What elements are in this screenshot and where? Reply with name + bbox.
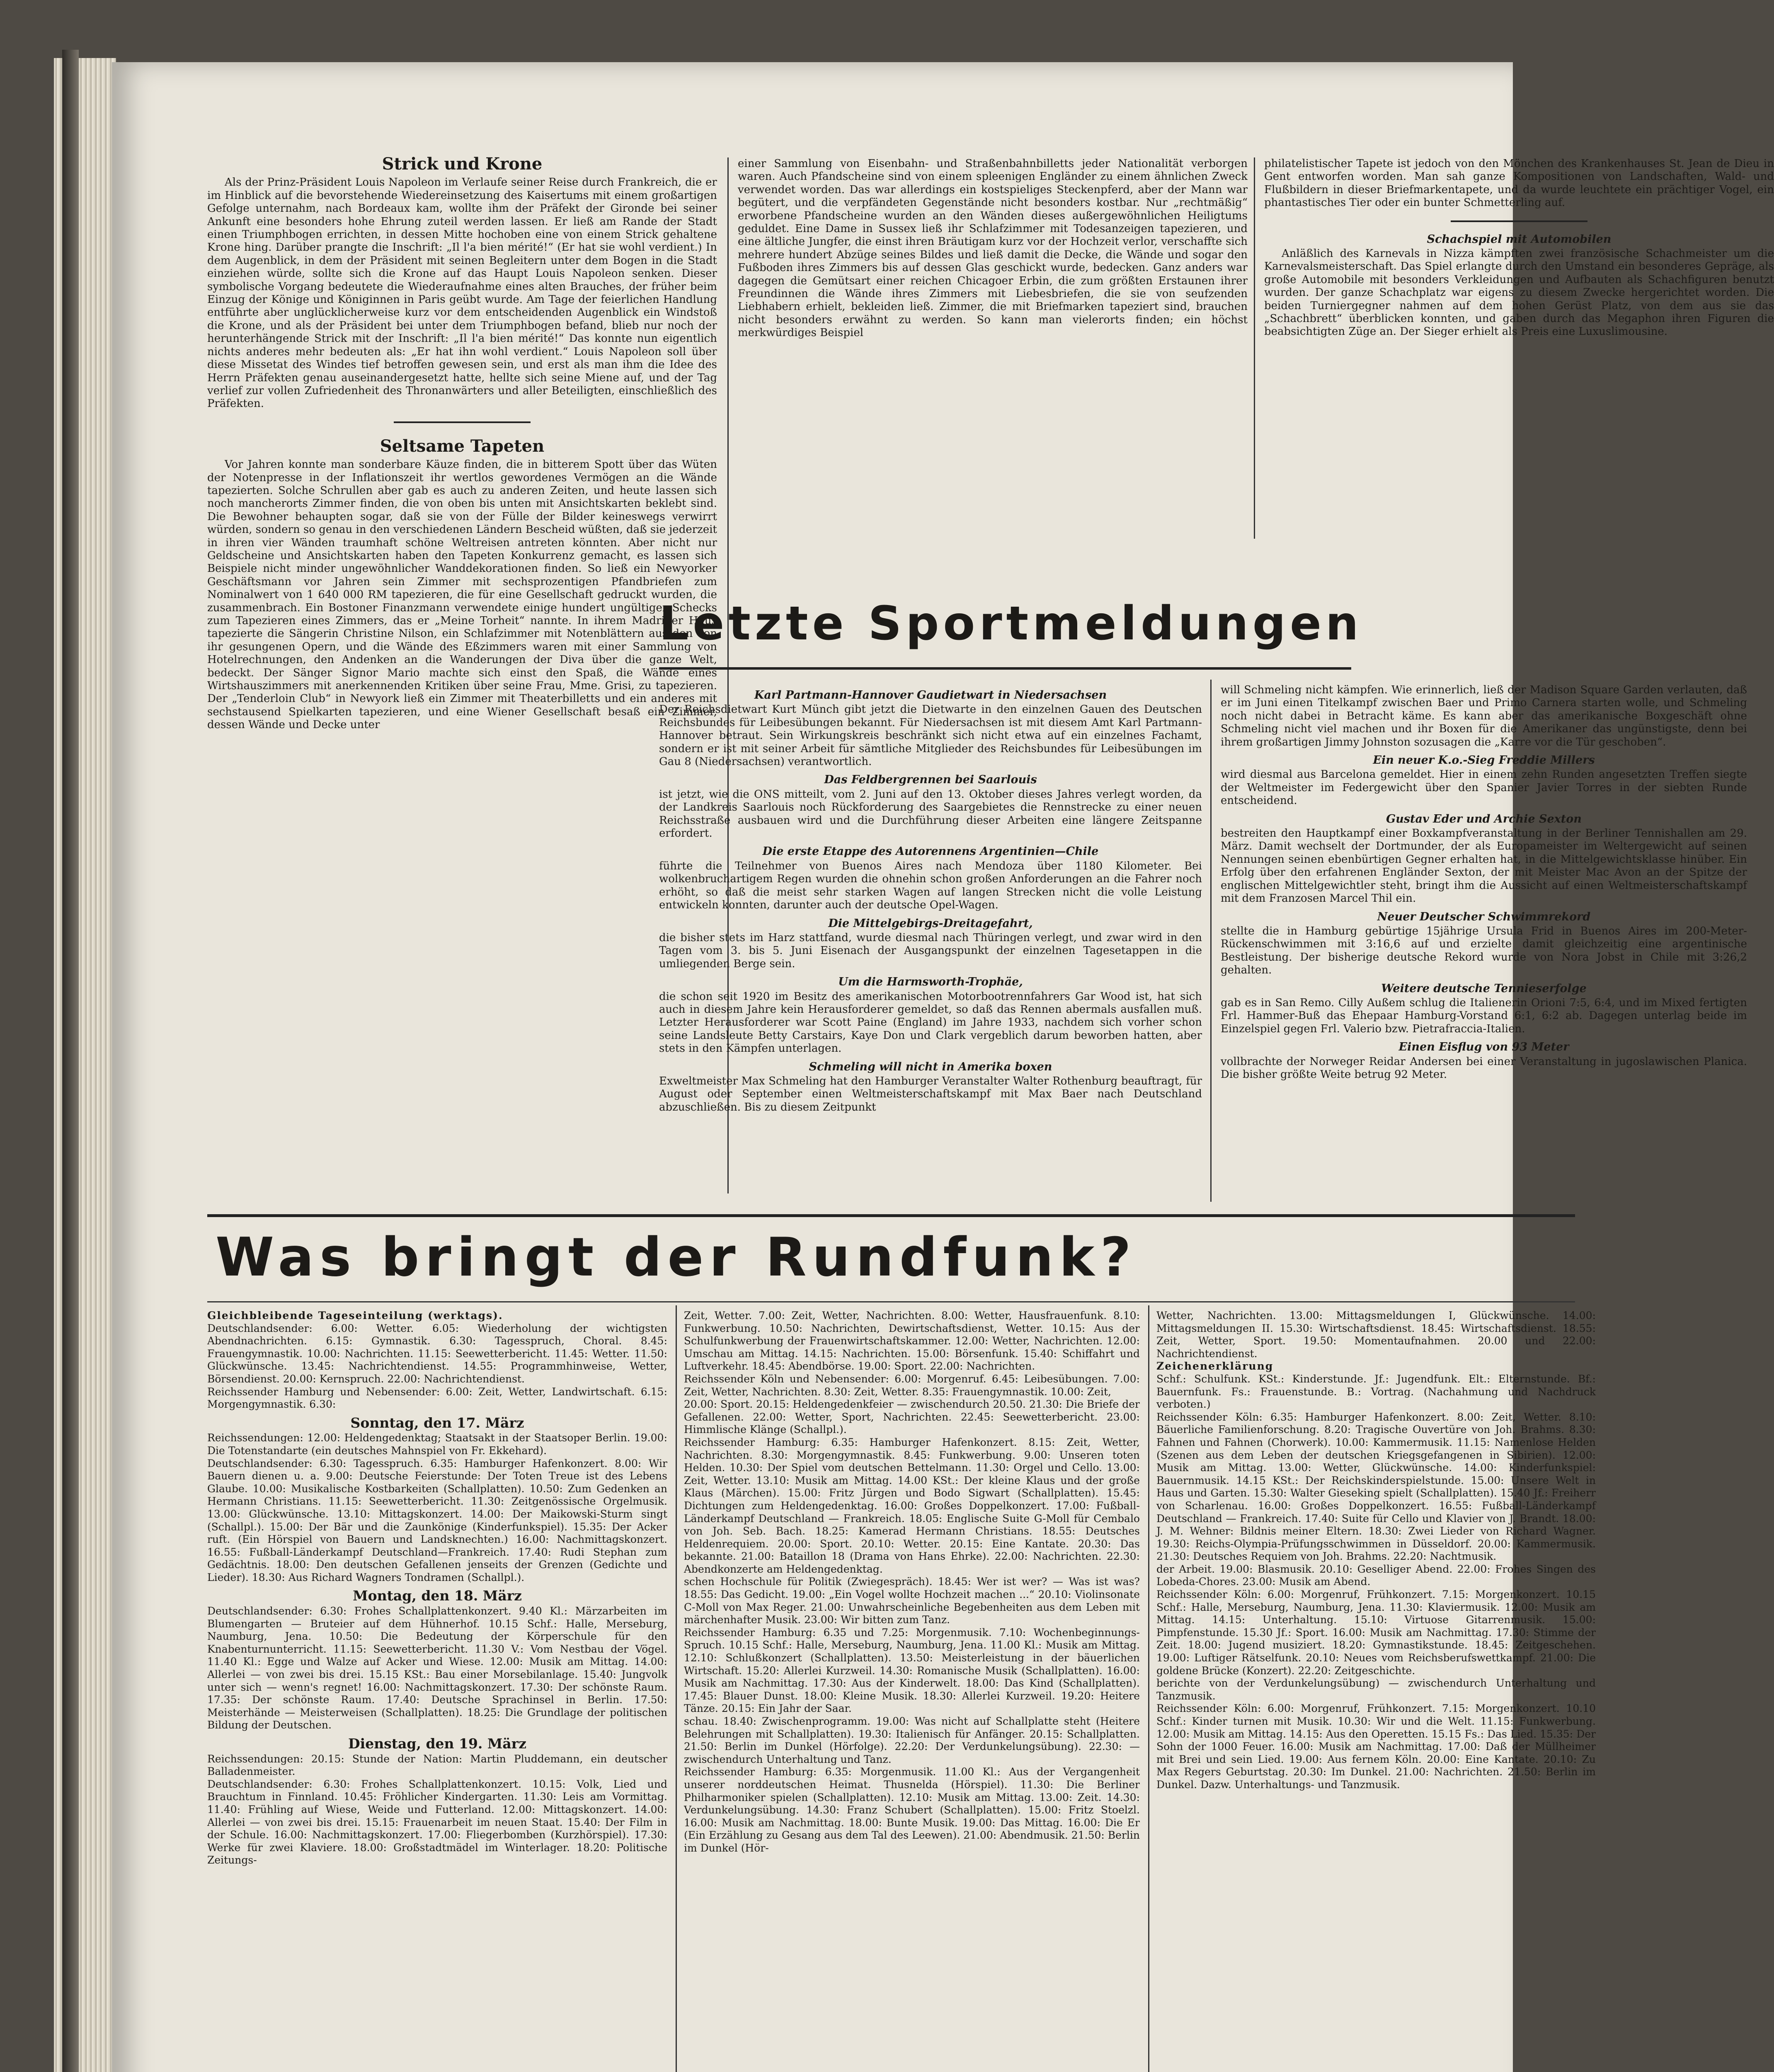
sport-right-column [1221, 684, 1747, 1081]
article-text-strick-und-krone: Als der Prinz-Präsident Louis Napoleon im Verlaufe seiner Reise durch Frankreich, die er im Hinblick auf die bevorstehende Wiedereinsetzung des Kaisertums mit einem großartigen Gefolge unternahm, nach Bordeaux kam, wollte ihm der Präfekt der Gironde bei seiner Ankunft eine besonders hohe Ehrung zuteil werden lassen. Er ließ am Rande der Stadt einen Triumphbogen errichten, in dessen Mitte hochoben eine von einem Strick gehaltene Krone hing. Darüber prangte die Inschrift: „Il l'a bien mérité!“ (Er hat sie wohl verdient.) In dem Augenblick, in dem der Präsident mit seinen Begleitern unter dem Bogen in die Stadt einziehen würde, sollte sich die Krone auf das Haupt Louis Napoleon senken. Dieser symbolische Vorgang bedeutete die Wiederaufnahme eines alten Brauches, der früher beim Einzug der Könige und Königinnen in Paris geübt wurde. Am Tage der feierlichen Handlung entführte aber unglücklicherweise kurz vor dem entscheidenden Augenblick ein Windstoß die Krone, und als der Präsident bei unter dem Triumphbogen befand, blieb nur noch der herunterhängende Strick mit der Inschrift: „Il l'a bien mérité!“ Das konnte nun eigentlich nichts anderes mehr bedeuten als: „Er hat ihn wohl verdient.“ Louis Napoleon soll über diese Missetat des Windes tief betroffen gewesen sein, und erst als man ihm die Idee des Herrn Präfekten genau auseinandergesetzt hatte, hellte sich seine Miene auf, und der Tag verlief zur vollen Zufriedenheit des Thronanwärters und aller Beteiligten, einschließlich des Präfekten. [207, 176, 717, 410]
sport-subheading: Einen Eisflug von 93 Meter [1398, 1041, 1569, 1054]
radio-program-text: schen Hochschule für Politik (Zwiegespräch). 18.45: Wer ist wer? — Was ist was? 18.55: Das Gedicht. 19.00: „Ein Vogel wollte Hochzeit machen ...“ 20.10: Violinsonate C-Moll von Max Reger. 21.00: Unwahrscheinliche Begebenheiten aus dem Leben mit märchenhafter Musik. 23.00: Wir bitten zum Tanz. [684, 1576, 1140, 1626]
sport-paragraph: wird diesmal aus Barcelona gemeldet. Hier in einem zehn Runden angesetzten Treffen siegte der Weltmeister im Federgewicht über den Spanier Javier Torres in der siebten Runde entscheidend. [1221, 768, 1747, 807]
column-2-text: einer Sammlung von Eisenbahn- und Straßenbahnbilletts jeder Nationalität verborgen waren. Auch Pfandscheine sind von einem spleenigen Engländer zu einem ähnlichen Zweck verwendet worden. Das war allerdings ein kostspieliges Steckenpferd, aber der Mann war begütert, und die verpfändeten Gegenstände nicht besonders kostbar. Nur „rechtmäßig“ erworbene Pfandscheine wurden an den Wänden dieses außergewöhnlichen Heiligtums geduldet. Eine Dame in Sussex ließ ihr Schlafzimmer mit Todesanzeigen tapezieren, und eine ältliche Jungfer, die einst ihren Bräutigam kurz vor der Hochzeit verlor, verschaffte sich mehrere hundert Abzüge seines Bildes und ließ damit die Decke, die Wände und sogar den Fußboden ihres Zimmers bis auf dessen Glas geschickt wurde, bedecken. Ganz anders war dagegen die Gemütsart einer reichen Chicagoer Erbin, die zum größten Erstaunen ihrer Freundinnen die Wände ihres Zimmers mit Liebesbriefen, die sie von seufzenden Liebhabern erhielt, bekleiden ließ. Zimmer, die mit Briefmarken tapeziert sind, brauchen nicht besonders erwähnt zu werden. So kann man vielerorts finden; ein höchst merkwürdiges Beispiel [738, 157, 1248, 339]
radio-program-text: der Arbeit. 19.00: Blasmusik. 20.10: Geselliger Abend. 22.00: Frohes Singen des Lobeda-Chores. 23.00: Musik am Abend. [1156, 1563, 1596, 1588]
radio-program-text: berichte von der Verdunkelungsübung) — zwischendurch Unterhaltung und Tanzmusik. [1156, 1677, 1596, 1702]
sport-paragraph: stellte die in Hamburg gebürtige 15jährige Ursula Frid in Buenos Aires im 200-Meter-Rückenschwimmen mit 3:16,6 auf und erzielte damit gleichzeitig eine argentinische Bestleistung. Der bisherige deutsche Rekord wurde von Nora Jobst in Chile mit 3:26,2 gehalten. [1221, 925, 1747, 977]
column-rule [1148, 1305, 1149, 2072]
radio-program-text: Reichssendungen: 20.15: Stunde der Nation: Martin Pluddemann, ein deutscher Balladenmeister. [207, 1752, 667, 1778]
article-separator [1451, 220, 1587, 222]
sport-paragraph: die bisher stets im Harz stattfand, wurde diesmal nach Thüringen verlegt, und zwar wird in den Tagen vom 3. bis 5. Juni Eisenach der Ausgangspunkt der einzelnen Tagesetappen in die umliegenden Berge sein. [659, 931, 1202, 970]
radio-column-1 [207, 1310, 667, 1867]
column-rule [1210, 680, 1212, 1202]
sport-left-column [659, 684, 1202, 1114]
radio-program-text: Reichssender Hamburg: 6.35: Hamburger Hafenkonzert. 8.15: Zeit, Wetter, Nachrichten. 8.30: Morgengymnastik. 8.45: Funkwerbung. 9.00: Unseren toten Helden. 10.30: Der Spiel vom deutschen Bettelmann. 11.30: Orgel und Cello. 13.00: Zeit, Wetter. 13.10: Musik am Mittag. 14.00 KSt.: Der kleine Klaus und der große Klaus (Märchen). 15.00: Fritz Jürgen und Bodo Sigwart (Schallplatten). 15.45: Dichtungen zum Heldengedenktag. 16.00: Großes Doppelkonzert. 17.00: Fußball-Länderkampf Deutschland — Frankreich. 18.05: Englische Suite G-Moll für Cembalo von Joh. Seb. Bach. 18.25: Kamerad Hermann Christians. 18.55: Deutsches Heldenrequiem. 20.00: Sport. 20.10: Wetter. 20.15: Eine Kantate. 20.30: Das bekannte. 21.00: Bataillon 18 (Drama von Hans Ehrke). 22.00: Nachrichten. 22.30: Abendkonzerte am Heldengedenktag. [684, 1436, 1140, 1575]
radio-section-heading: Gleichbleibende Tageseinteilung (werktags). [207, 1310, 503, 1322]
radio-day-heading: Montag, den 18. März [353, 1588, 522, 1604]
radio-headline-rule [207, 1301, 1575, 1302]
radio-program-text: Reichssender Köln: 6.00: Morgenruf, Frühkonzert. 7.15: Morgenkonzert. 10.15 Schf.: Halle, Merseburg, Naumburg, Jena. 11.30: Klaviermusik. 12.00: Musik am Mittag. 14.15: Unterhaltung. 15.10: Virtuose Gitarrenmusik. 15.00: Pimpfenstunde. 15.30 Jf.: Sport. 16.00: Musik am Nachmittag. 17.30: Stimme der Zeit. 18.00: Jugend musiziert. 18.20: Gymnastikstunde. 18.45: Zeitgeschehen. 19.00: Luftiger Rätselfunk. 20.10: Neues vom Reichsberufswettkampf. 21.00: Die goldene Brücke (Konzert). 22.20: Zeitgeschichte. [1156, 1588, 1596, 1677]
sport-paragraph: ist jetzt, wie die ONS mitteilt, vom 2. Juni auf den 13. Oktober dieses Jahres verlegt worden, da der Landkreis Saarlouis noch Rückforderung des Saargebietes die Rennstrecke zu einer neuen Reichsstraße ausbauen wird und die Durchführung dieser Arbeiten eine längere Zeitspanne erfordert. [659, 788, 1202, 840]
sport-headline: Letzte Sportmeldungen [659, 597, 1363, 651]
sport-subheading: Karl Partmann-Hannover Gaudietwart in Niedersachsen [754, 689, 1107, 702]
column-3 [1264, 157, 1774, 339]
radio-program-text: Reichssender Köln: 6.35: Hamburger Hafenkonzert. 8.00: Zeit, Wetter. 8.10: Bäuerliche Familienforschung. 8.20: Tragische Ouvertüre von Joh. Brahms. 8.30: Fahnen und Fahnen (Chorwerk). 10.00: Kammermusik. 11.15: Namenlose Helden (Szenen aus dem Leben der deutschen Kriegsgefangenen in Sibirien). 12.00: Musik am Mittag. 13.00: Wetter, Glückwünsche. 14.00: Kinderfunkspiel: Bauernmusik. 14.15 KSt.: Der Reichskinderspielstunde. 15.00: Unsere Welt in Haus und Garten. 15.30: Walter Gieseking spielt (Schallplatten). 15.40 Jf.: Freiherr von Scharlenau. 16.00: Großes Doppelkonzert. 16.55: Fußball-Länderkampf Deutschland — Frankreich. 17.40: Suite für Cello und Klavier von J. Brandt. 18.00: J. M. Wehner: Bildnis meiner Eltern. 18.30: Zwei Lieder von Richard Wagner. 19.30: Reichs-Olympia-Prüfungsschwimmen in Düsseldorf. 20.00: Kammermusik. 21.30: Deutsches Requiem von Joh. Brahms. 22.20: Nachtmusik. [1156, 1411, 1596, 1563]
radio-program-text: Reichssender Hamburg: 6.35 und 7.25: Morgenmusik. 7.10: Wochenbeginnungs-Spruch. 10.15 Schf.: Halle, Merseburg, Naumburg, Jena. 11.00 Kl.: Musik am Mittag. 12.10: Schlußkonzert (Schallplatten). 13.50: Meisterleistung in der bäuerlichen Wirtschaft. 15.20: Allerlei Kurzweil. 14.30: Romanische Musik (Schallplatten). 16.00: Musik am Nachmittag. 17.30: Aus der Kinderwelt. 18.00: Das Kind (Schallplatten). 17.45: Blauer Dunst. 18.00: Kleine Musik. 18.30: Allerlei Kurzweil. 19.20: Heitere Tänze. 20.15: Ein Jahr der Saar. [684, 1626, 1140, 1715]
column-3-text: philatelistischer Tapete ist jedoch von den Mönchen des Krankenhauses St. Jean de Dieu in Gent entworfen worden. Man sah ganze Kompositionen von Landschaften, Wald- und Flußbildern in dieser Briefmarkentapete, und da wurde leuchtete ein prächtiger Vogel, ein phantastisches Tier oder ein bunter Schmetterling auf. [1264, 157, 1774, 209]
column-rule [1254, 157, 1255, 539]
sport-headline-rule [659, 667, 1351, 670]
sport-subheading: Gustav Eder und Archie Sexton [1386, 812, 1582, 825]
radio-day-heading: Dienstag, den 19. März [348, 1736, 526, 1752]
sport-paragraph: will Schmeling nicht kämpfen. Wie erinnerlich, ließ der Madison Square Garden verlauten, daß er im Juni einen Titelkampf zwischen Baer und Primo Carnera starten wolle, und Schmeling noch nicht dabei in Betracht käme. Es kann aber das amerikanische Boxgeschäft ohne Schmeling nicht viel machen und ihr Boxen für die Amerikaner das ungünstigste, denn bei ihrem großartigen Jimmy Johnston sozusagen die „Karre vor die Tür geschoben“. [1221, 684, 1747, 748]
radio-program-text: Deutschlandsender: 6.30: Frohes Schallplattenkonzert. 10.15: Volk, Lied und Brauchtum in Finnland. 10.45: Fröhlicher Kindergarten. 11.30: Leis am Vormittag. 11.40: Frühling auf Wiese, Weide und Futterland. 12.00: Mittagskonzert. 14.00: Allerlei — von zwei bis drei. 15.15: Frauenarbeit im neuen Staat. 15.40: Der Film in der Schule. 16.00: Nachmittagskonzert. 17.00: Fliegerbomben (Kurzhörspiel). 17.30: Werke für zwei Klaviere. 18.00: Großstadtmädel im Winterlager. 18.20: Politische Zeitungs- [207, 1778, 667, 1866]
sport-subheading: Die erste Etappe des Autorennens Argentinien—Chile [762, 845, 1099, 858]
radio-top-rule [207, 1214, 1575, 1217]
radio-section-heading: Zeichenerklärung [1156, 1360, 1274, 1372]
radio-program-text: Reichssender Köln und Nebensender: 6.00: Morgenruf. 6.45: Leibesübungen. 7.00: Zeit, Wetter, Nachrichten. 8.30: Zeit, Wetter. 8.35: Frauengymnastik. 10.00: Zeit, [684, 1372, 1140, 1398]
newspaper-page [112, 62, 1774, 2072]
radio-program-text: Deutschlandsender: 6.30: Tagesspruch. 6.35: Hamburger Hafenkonzert. 8.00: Wir Bauern dienen u. a. 9.00: Deutsche Feierstunde: Der Toten Treue ist des Lebens Glaube. 10.00: Musikalische Kostbarkeiten (Schallplatten). 10.50: Zum Gedenken an Hermann Christians. 11.15: Seewetterbericht. 11.30: Zeitgenössische Orgelmusik. 13.00: Glückwünsche. 13.10: Mittagskonzert. 14.00: Der Maikowski-Sturm singt (Schallpl.). 15.00: Der Bär und die Zaunkönige (Kinderfunkspiel). 15.35: Der Acker ruft. (Ein Hörspiel von Bauern und Landsknechten.) 16.00: Nachmittagskonzert. 16.55: Fußball-Länderkampf Deutschland—Frankreich. 17.40: Rudi Stephan zum Gedächtnis. 18.00: Den deutschen Gefallenen jenseits der Grenzen (Gedichte und Lieder). 18.30: Aus Richard Wagners Tondramen (Schallpl.). [207, 1457, 667, 1583]
article-title-strick-und-krone: Strick und Krone [382, 154, 543, 174]
subheading-schachspiel: Schachspiel mit Automobilen [1427, 232, 1612, 246]
radio-program-text: Wetter, Nachrichten. 13.00: Mittagsmeldungen I, Glückwünsche. 14.00: Mittagsmeldungen II. 15.30: Wirtschaftsdienst. 18.45: Wirtschaftsdienst. 18.55: Zeit, Wetter, Sport. 19.50: Momentaufnahmen. 20.00 und 22.00: Nachrichtendienst. [1156, 1310, 1596, 1360]
radio-program-text: schau. 18.40: Zwischenprogramm. 19.00: Was nicht auf Schallplatte steht (Heitere Belehrungen mit Schallplatten). 19.30: Italienisch für Anfänger. 20.15: Schallplatten. 21.50: Berlin im Dunkel (Hörfolge). 22.20: Der Verdunkelungsübung). 22.30: — zwischendurch Unterhaltung und Tanz. [684, 1715, 1140, 1765]
column-1 [207, 154, 717, 732]
sport-paragraph: gab es in San Remo. Cilly Außem schlug die Italienerin Orioni 7:5, 6:4, und im Mixed fertigten Frl. Hammer-Buß das Ehepaar Hamburg-Vorstand 6:1, 6:2 ab. Dagegen unterlag beide im Einzelspiel gegen Frl. Valerio bzw. Pietrafraccia-Italien. [1221, 996, 1747, 1035]
sport-subheading: Schmeling will nicht in Amerika boxen [809, 1060, 1052, 1073]
radio-program-text: Zeit, Wetter. 7.00: Zeit, Wetter, Nachrichten. 8.00: Wetter, Hausfrauenfunk. 8.10: Funkwerbung. 10.50: Nachrichten, Dewirtschaftsdienst, Wetter. 10.15: Aus der Schulfunkwerbung der Frauenwirtschaftskammer. 12.00: Wetter, Nachrichten. 12.00: Umschau am Mittag. 14.15: Nachrichten. 15.00: Börsenfunk. 15.40: Schiffahrt und Luftverkehr. 18.45: Abendbörse. 19.00: Sport. 22.00: Nachrichten. [684, 1310, 1140, 1372]
sport-subheading: Um die Harmsworth-Trophäe, [838, 975, 1023, 989]
sport-paragraph: Exweltmeister Max Schmeling hat den Hamburger Veranstalter Walter Rothenburg beauftragt, für August oder September einen Weltmeisterschaftskampf mit Max Baer nach Deutschland abzuschließen. Bis zu diesem Zeitpunkt [659, 1075, 1202, 1113]
sport-paragraph: Der Reichsdietwart Kurt Münch gibt jetzt die Dietwarte in den einzelnen Gauen des Deutschen Reichsbundes für Leibesübungen bekannt. Für Niedersachsen ist mit diesem Amt Karl Partmann-Hannover betraut. Sein Wirkungskreis beschränkt sich nicht etwa auf ein einzelnes Fachamt, sondern er ist mit seiner Arbeit für sämtliche Mitglieder des Reichsbundes für Leibesübungen im Gau 8 (Niedersachsen) verantwortlich. [659, 703, 1202, 768]
sport-subheading: Weitere deutsche Tennieserfolge [1381, 982, 1587, 995]
sport-paragraph: die schon seit 1920 im Besitz des amerikanischen Motorbootrennfahrers Gar Wood ist, hat sich auch in diesem Jahre kein Herausforderer gemeldet, so daß das Rennen abermals ausfallen muß. Letzter Herausforderer war Scott Paine (England) im Jahre 1933, nachdem sich vorher schon seine Landsleute Betty Carstairs, Kaye Don und Clark vergeblich darum beworben hatten, aber stets in den Kämpfen unterlagen. [659, 990, 1202, 1055]
column-3-text-2: Anläßlich des Karnevals in Nizza kämpften zwei französische Schachmeister um die Karnevalsmeisterschaft. Das Spiel erlangte durch den Umstand ein besonderes Gepräge, als große Automobile mit besonders Verkleidungen und Aufbauten als Schachfiguren benutzt wurden. Der ganze Schachplatz war eigens zu diesem Zwecke hergerichtet worden. Die beiden Turniergegner nahmen auf dem hohen Gerüst Platz, von dem aus sie das „Schachbrett“ überblicken konnten, und gaben durch das Megaphon ihren Figuren die beabsichtigten Züge an. Der Sieger erhielt als Preis eine Luxuslimousine. [1264, 247, 1774, 338]
radio-headline: Was bringt der Rundfunk? [216, 1227, 1137, 1288]
radio-program-text: Reichssender Hamburg und Nebensender: 6.00: Zeit, Wetter, Landwirtschaft. 6.15: Morgengymnastik. 6.30: [207, 1385, 667, 1411]
sport-subheading: Die Mittelgebirgs-Dreitagefahrt, [828, 917, 1033, 930]
sport-subheading: Ein neuer K.o.-Sieg Freddie Millers [1373, 754, 1595, 767]
sport-subheading: Neuer Deutscher Schwimmrekord [1377, 910, 1591, 923]
sport-paragraph: führte die Teilnehmer von Buenos Aires nach Mendoza über 1180 Kilometer. Bei wolkenbruchartigem Regen wurden die ohnehin schon großen Anforderungen an die Fahrer noch erhöht, so daß die meist sehr starken Wagen auf langen Strecken nicht die volle Leistung entwickeln konnten, darunter auch der deutsche Opel-Wagen. [659, 859, 1202, 912]
radio-program-text: Deutschlandsender: 6.30: Frohes Schallplattenkonzert. 9.40 Kl.: Märzarbeiten im Blumengarten — Bruteier auf dem Hühnerhof. 10.15 Schf.: Halle, Merseburg, Naumburg, Jena. 10.50: Die Bedeutung der Körperschule für den Knabenturnunterricht. 11.15: Seewetterbericht. 11.30 V.: Vom Nestbau der Vögel. 11.40 Kl.: Egge und Walze auf Acker und Wiese. 12.00: Musik am Mittag. 14.00: Allerlei — von zwei bis drei. 15.15 KSt.: Bau einer Morsebilanlage. 15.40: Jungvolk unter sich — wenn's regnet! 16.00: Nachmittagskonzert. 17.30: Der schönste Raum. 17.35: Der schönste Raum. 17.40: Deutsche Sprachinsel in Berlin. 17.50: Meisterhände — Meisterweisen (Schallplatten). 18.25: Die Grundlage der politischen Bildung der Deutschen. [207, 1605, 667, 1731]
radio-program-text: Reichssendungen: 12.00: Heldengedenktag; Staatsakt in der Staatsoper Berlin. 19.00: Die Totenstandarte (ein deutsches Mahnspiel von Fr. Ekkehard). [207, 1432, 667, 1457]
column-2 [738, 157, 1248, 340]
article-text-seltsame-tapeten: Vor Jahren konnte man sonderbare Käuze finden, die in bitterem Spott über das Wüten der Notenpresse in der Inflationszeit ihr wertlos gewordenes Vermögen an die Wände tapezierten. Solche Schrullen aber gab es auch zu anderen Zeiten, und heute lassen sich noch mancherorts Zimmer finden, die von oben bis unten mit Ansichtskarten beklebt sind. Die Bewohner behaupten sogar, daß sie von der Fülle der Bilder keineswegs verwirrt würden, sondern so genau in den verschiedenen Ländern Bescheid wüßten, daß sie jederzeit in ihren vier Wänden traumhaft schöne Weltreisen antreten könnten. Aber nicht nur Geldscheine und Ansichtskarten haben den Tapeten Konkurrenz gemacht, es lassen sich Beispiele nicht minder ungewöhnlicher Wanddekorationen finden. So ließ ein Newyorker Geschäftsmann vor Jahren sein Zimmer mit sechsprozentigen Pfandbriefen zum Nominalwert von 1 640 000 RM tapezieren, die für eine Gesellschaft gedruckt wurden, die zusammenbrach. Ein Bostoner Finanzmann verwendete einige hundert ungültiger Schecks zum Tapezieren eines Zimmers, das er „Meine Torheit“ nannte. In ihrem Madrider Haus tapezierte die Sängerin Christine Nilson, ein Schlafzimmer mit Notenblättern aus den von ihr gesungenen Opern, und die Wände des Eßzimmers waren mit einer Sammlung von Hotelrechnungen, den Andenken an die Wanderungen der Diva über die ganze Welt, bedeckt. Der Sänger Signor Mario machte sich einst den Spaß, die Wände eines Wirtshauszimmers mit anerkennenden Kritiken über seine Frau, Mme. Grisi, zu tapezieren. Der „Tenderloin Club“ in Newyork ließ ein Zimmer mit Theaterbilletts und ein anderes mit sechstausend Spielkarten tapezieren, und eine Wiener Gesellschaft besaß ein Zimmer, dessen Wände und Decke unter [207, 458, 717, 731]
article-title-seltsame-tapeten: Seltsame Tapeten [380, 436, 545, 456]
radio-program-text: Deutschlandsender: 6.00: Wetter. 6.05: Wiederholung der wichtigsten Abendnachrichten. 6.15: Gymnastik. 6.30: Tagesspruch, Choral. 8.45: Frauengymnastik. 10.00: Nachrichten. 11.15: Seewetterbericht. 11.45: Wetter. 11.50: Glückwünsche. 13.45: Nachrichtendienst. 14.55: Programmhinweise, Wetter, Börsendienst. 20.00: Kernspruch. 22.00: Nachrichtendienst. [207, 1322, 667, 1385]
sport-paragraph: vollbrachte der Norweger Reidar Andersen bei einer Veranstaltung in jugoslawischen Planica. Die bisher größte Weite betrug 92 Meter. [1221, 1055, 1747, 1081]
sport-paragraph: bestreiten den Hauptkampf einer Boxkampfveranstaltung in der Berliner Tennishallen am 29. März. Damit wechselt der Dortmunder, der als Europameister im Weltergewicht auf seinen Nennungen seinen ebenbürtigen Gegner erhalten hat, in die Mittelgewichtsklasse hinüber. Ein Erfolg über den erfahrenen Engländer Sexton, der mit Meister Mac Avon an der Spitze der englischen Mittelgewichtler steht, bringt ihm die Aussicht auf einen Weltmeisterschaftskampf mit dem Franzosen Marcel Thil ein. [1221, 827, 1747, 905]
radio-program-text: Reichssender Köln: 6.00: Morgenruf, Frühkonzert. 7.15: Morgenkonzert. 10.10 Schf.: Kinder turnen mit Musik. 10.30: Wir und die Welt. 11.15: Funkwerbung. 12.00: Musik am Mittag. 14.15: Aus den Operetten. 15.15 Fs.: Das Lied. 15.35: Der Sohn der 1000 Feuer. 16.00: Musik am Nachmittag. 17.00: Daß der Müllheimer mit Brei und sein Lied. 19.00: Aus fernem Köln. 20.00: Eine Kantate. 20.10: Zu Max Regers Geburtstag. 20.30: Im Dunkel. 21.00: Nachrichten. 21.50: Berlin im Dunkel. Dazw. Unterhaltungs- und Tanzmusik. [1156, 1702, 1596, 1791]
radio-column-3 [1156, 1310, 1596, 1791]
sport-subheading: Das Feldbergrennen bei Saarlouis [824, 773, 1037, 787]
book-spine-shadow [62, 50, 79, 2072]
radio-program-text: 20.00: Sport. 20.15: Heldengedenkfeier — zwischendurch 20.50. 21.30: Die Briefe der Gefallenen. 22.00: Wetter, Sport, Nachrichten. 22.45: Seewetterbericht. 23.00: Himmlische Klänge (Schallpl.). [684, 1398, 1140, 1436]
column-rule [676, 1305, 677, 2072]
radio-column-2 [684, 1310, 1140, 1855]
article-separator [394, 421, 531, 423]
radio-program-text: Schf.: Schulfunk. KSt.: Kinderstunde. Jf.: Jugendfunk. Elt.: Elternstunde. Bf.: Bauernfunk. Fs.: Frauenstunde. B.: Vortrag. (Nachahmung und Nachdruck verboten.) [1156, 1372, 1596, 1411]
radio-day-heading: Sonntag, den 17. März [350, 1414, 524, 1431]
radio-program-text: Reichssender Hamburg: 6.35: Morgenmusik. 11.00 Kl.: Aus der Vergangenheit unserer norddeutschen Heimat. Thusnelda (Hörspiel). 11.30: Die Berliner Philharmoniker spielen (Schallplatten). 12.10: Musik am Mittag. 13.00: Zeit. 14.30: Verdunkelungsübung. 14.30: Franz Schubert (Schallplatten). 15.00: Fritz Stoelzl. 16.00: Musik am Nachmittag. 18.00: Bunte Musik. 19.00: Das Mittag. 16.00: Die Er (Ein Erzählung zu Gesang aus dem Tal des Leewen). 21.00: Abendmusik. 21.50: Berlin im Dunkel (Hör- [684, 1766, 1140, 1854]
